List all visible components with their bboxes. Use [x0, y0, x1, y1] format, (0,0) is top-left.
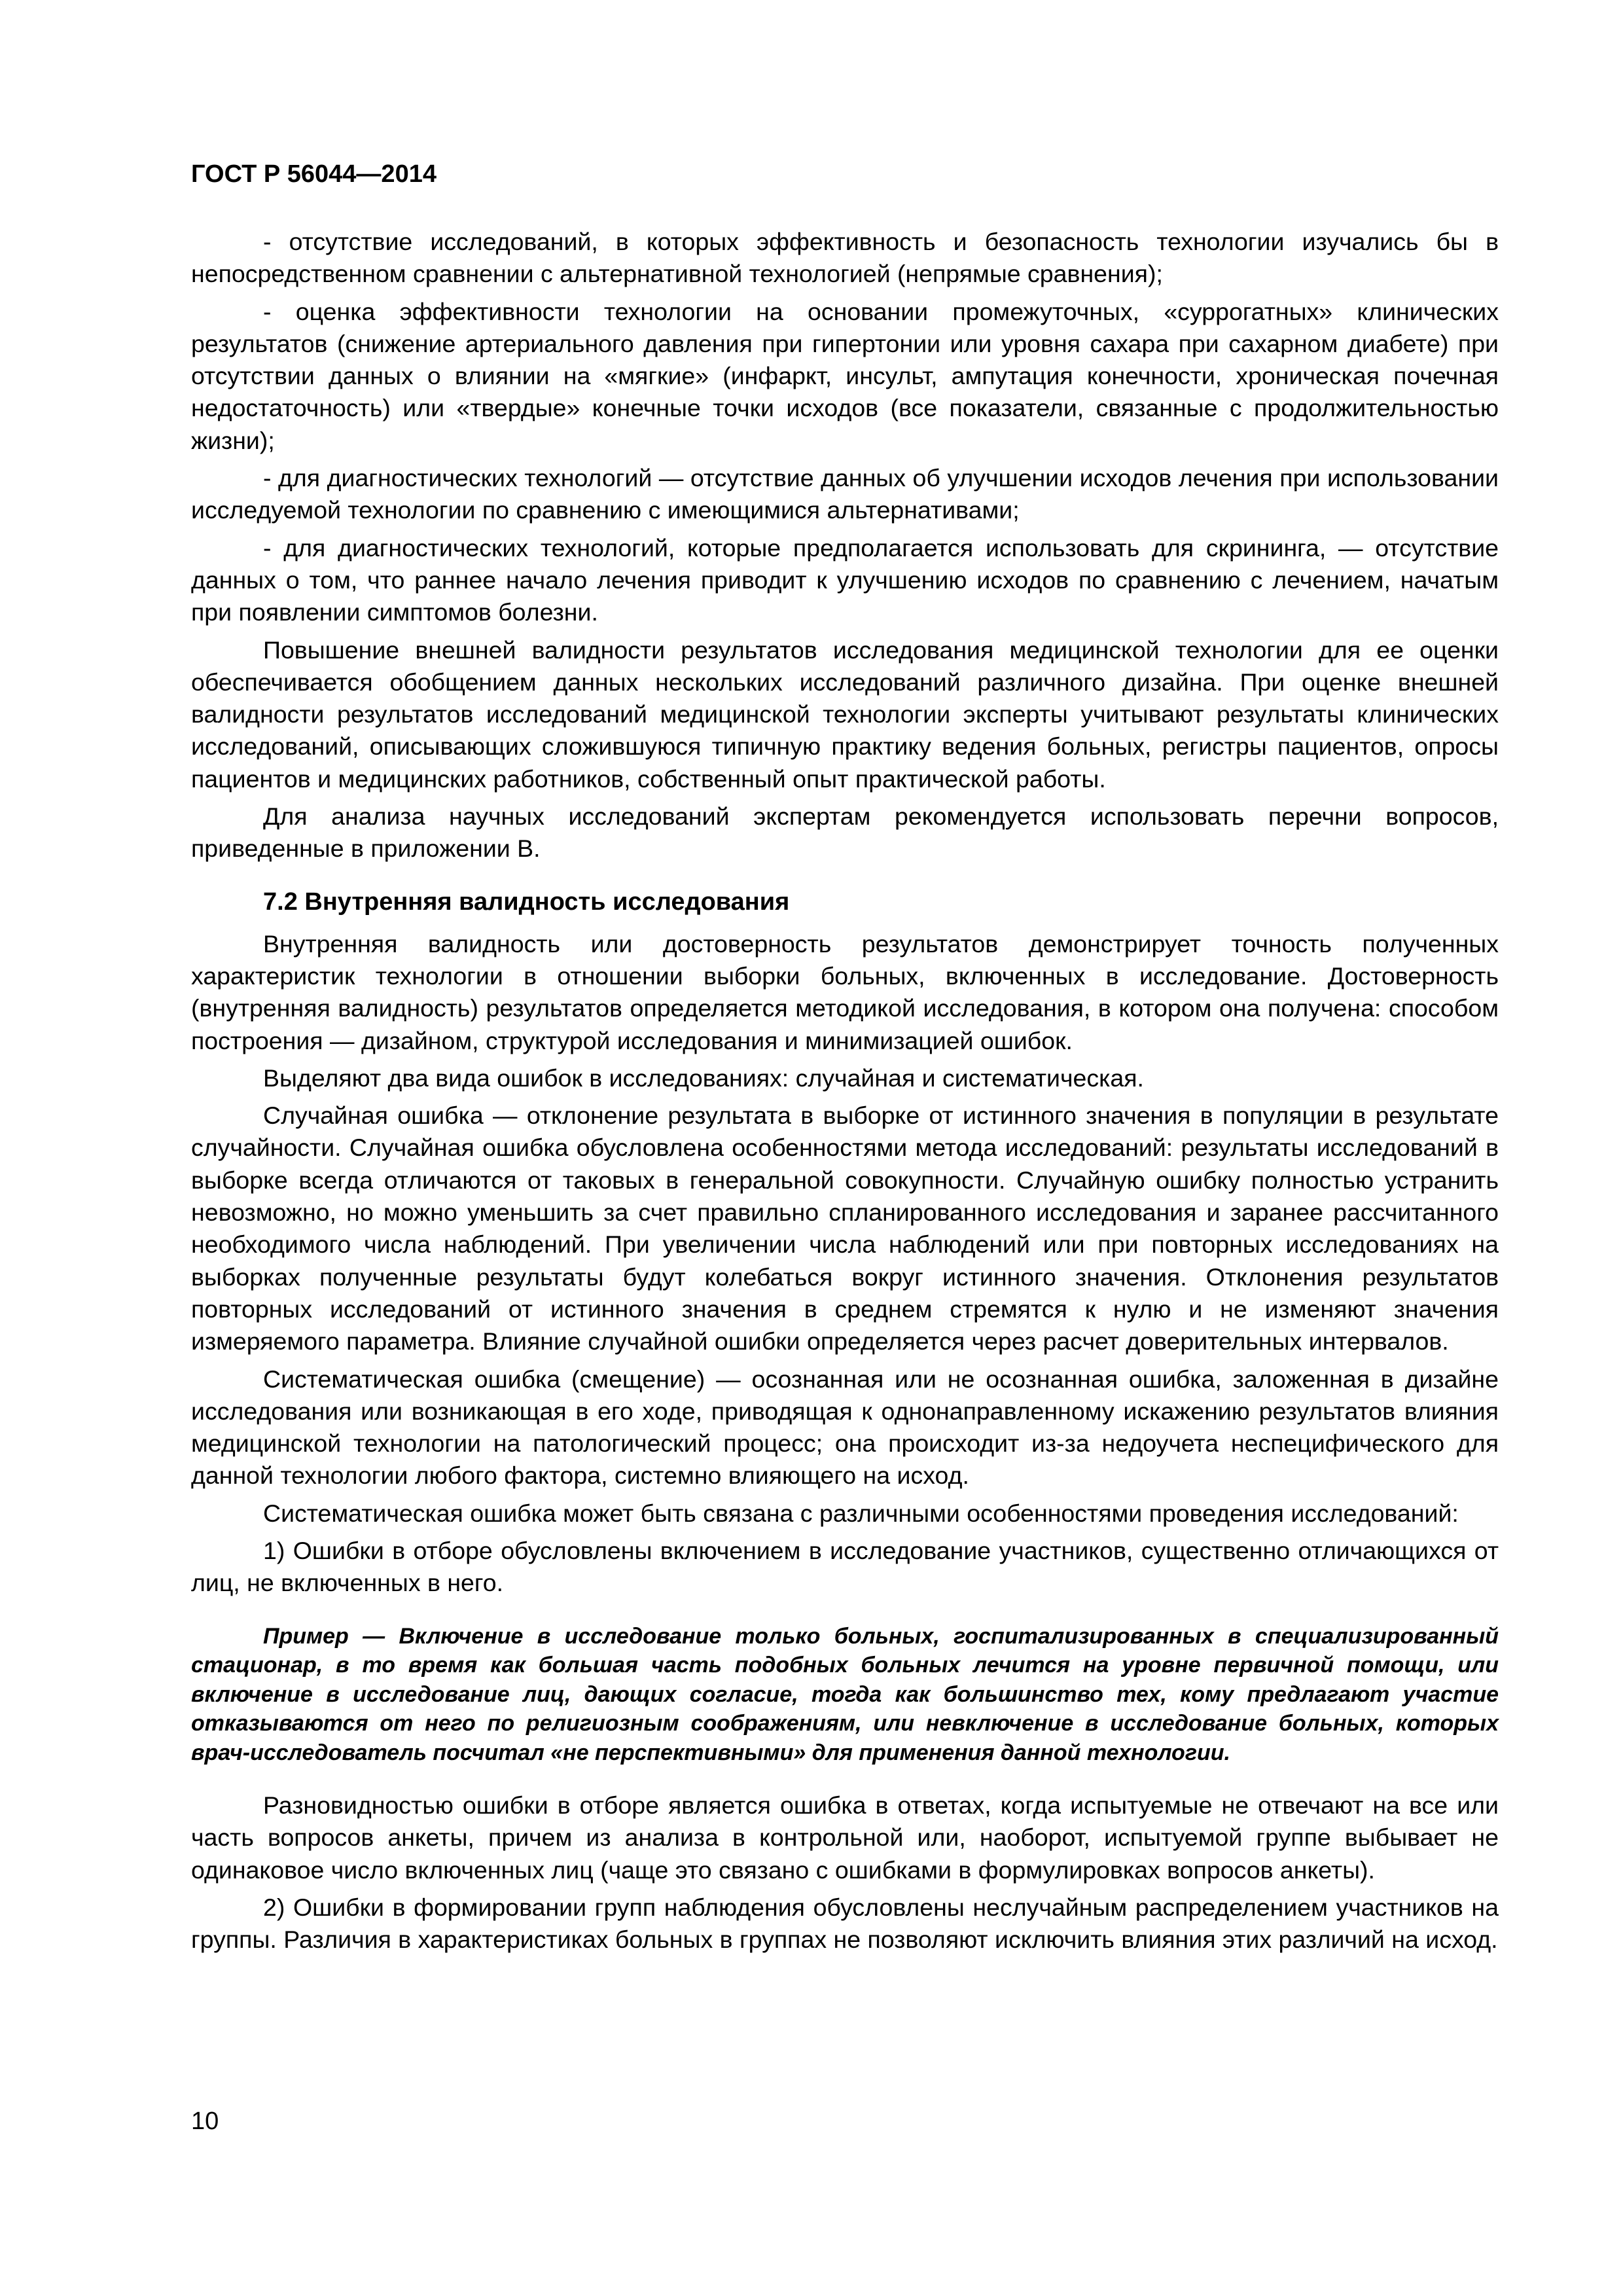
paragraph: - оценка эффективности технологии на основании промежуточных, «суррогатных» клинических результатов (снижение артериального давления при гипертонии или уровня сахара при сахарном диабете) при отсутствии данных о влиянии на «мягкие» (инфаркт, инсульт, ампутация конечности, хроническая почечная недостаточность) или «твердые» конечные точки исходов (все показатели, связанные с продолжительностью жизни); — [191, 297, 1499, 454]
example-note: Пример — Включение в исследование только больных, госпитализированных в специализированный стационар, в то время как большая часть подобных больных лечится на уровне первичной помощи, или включение в исследование лиц, дающих согласие, тогда как большинство тех, кому предлагают участие отказываются от него по религиозным соображениям, или невключение в исследование больных, которых врач-исследователь посчитал «не перспективными» для применения данной технологии. — [191, 1623, 1499, 1765]
paragraph: Выделяют два вида ошибок в исследованиях: случайная и систематическая. — [263, 1064, 1144, 1092]
document-header: ГОСТ Р 56044—2014 — [191, 160, 437, 188]
paragraph: Систематическая ошибка (смещение) — осознанная или не осознанная ошибка, заложенная в дизайне исследования или возникающая в его ходе, приводящая к однонаправленному искажению результатов влияния медицинской технологии на патологический процесс; она происходит из-за недоучета неспецифического для данной технологии любого фактора, системно влияющего на исход. — [191, 1365, 1499, 1490]
paragraph: - для диагностических технологий, которые предполагается использовать для скрининга, — отсутствие данных о том, что раннее начало лечения приводит к улучшению исходов по сравнению с лечением, начатым при появлении симптомов болезни. — [191, 533, 1499, 626]
paragraph: Внутренняя валидность или достоверность результатов демонстрирует точность полученных характеристик технологии в отношении выборки больных, включенных в исследование. Достоверность (внутренняя валидность) результатов определяется методикой исследования, в котором она получена: способом построения — дизайном, структурой исследования и минимизацией ошибок. — [191, 929, 1499, 1054]
paragraph: Случайная ошибка — отклонение результата в выборке от истинного значения в популяции в результате случайности. Случайная ошибка обусловлена особенностями метода исследований: результаты исследований в выборке всегда отличаются от таковых в генеральной совокупности. Случайную ошибку полностью устранить невозможно, но можно уменьшить за счет правильно спланированного исследования и заранее рассчитанного необходимого числа наблюдений. При увеличении числа наблюдений или при повторных исследованиях на выборках полученные результаты будут колебаться вокруг истинного значения. Отклонения результатов повторных исследований от истинного значения в среднем стремятся к нулю и не изменяют значения измеряемого параметра. Влияние случайной ошибки определяется через расчет доверительных интервалов. — [191, 1102, 1499, 1355]
paragraph: Систематическая ошибка может быть связана с различными особенностями проведения исследований: — [263, 1499, 1459, 1527]
paragraph: - отсутствие исследований, в которых эффективность и безопасность технологии изучались бы в непосредственном сравнении с альтернативной технологией (непрямые сравнения); — [191, 228, 1499, 288]
paragraph: 2) Ошибки в формировании групп наблюдения обусловлены неслучайным распределением участников на группы. Различия в характеристиках больных в группах не позволяют исключить влияния этих различий на исход. — [191, 1893, 1499, 1954]
paragraph: - для диагностических технологий — отсутствие данных об улучшении исходов лечения при использовании исследуемой технологии по сравнению с имеющимися альтернативами; — [191, 464, 1499, 524]
main-text — [191, 226, 1499, 1962]
paragraph: 1) Ошибки в отборе обусловлены включением в исследование участников, существенно отличающихся от лиц, не включенных в него. — [191, 1536, 1499, 1597]
paragraph: Для анализа научных исследований экспертам рекомендуется использовать перечни вопросов, приведенные в приложении В. — [191, 802, 1499, 863]
section-heading: 7.2 Внутренняя валидность исследования — [263, 888, 790, 916]
paragraph: Разновидностью ошибки в отборе является ошибка в ответах, когда испытуемые не отвечают на все или часть вопросов анкеты, причем из анализа в контрольной или, наоборот, испытуемой группе выбывает не одинаковое число включенных лиц (чаще это связано с ошибками в формулировках вопросов анкеты). — [191, 1791, 1499, 1884]
paragraph: Повышение внешней валидности результатов исследования медицинской технологии для ее оценки обеспечивается обобщением данных нескольких исследований различного дизайна. При оценке внешней валидности результатов исследований медицинской технологии эксперты учитывают результаты клинических исследований, описывающих сложившуюся типичную практику ведения больных, регистры пациентов, опросы пациентов и медицинских работников, собственный опыт практической работы. — [191, 636, 1499, 793]
page-number: 10 — [191, 2108, 219, 2135]
